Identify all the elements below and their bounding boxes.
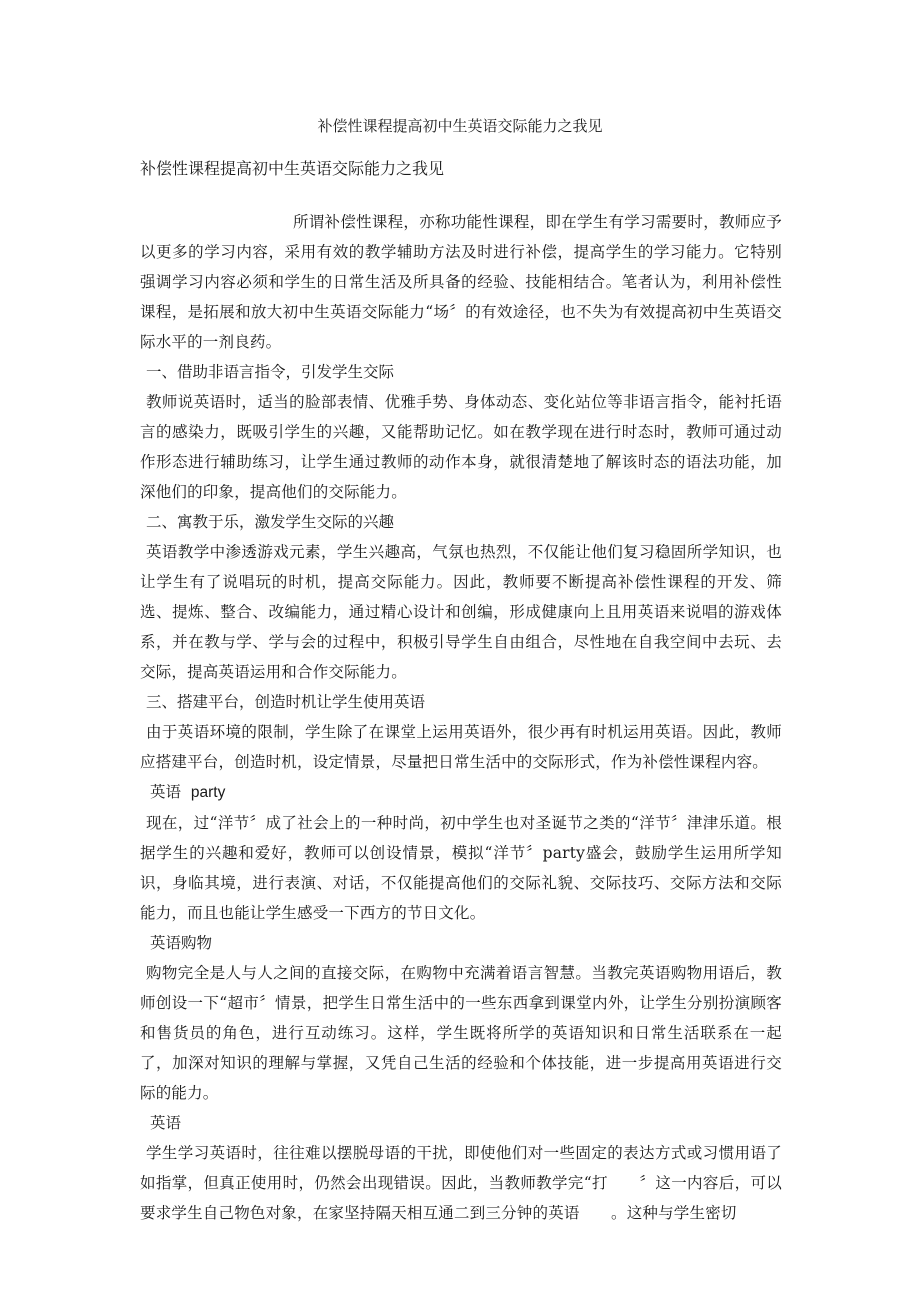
subsection-paragraph-phone: 学生学习英语时，往往难以摆脱母语的干扰，即使他们对一些固定的表达方式或习惯用语了如指掌，但真正使用时，仍然会出现错误。因此，当教师教学完“打 〞这一内容后，可以要求学生自己物色对象，在家坚持隔天相互通二到三分钟的英语 。这种与学生密切 <box>140 1144 782 1222</box>
subsection-heading-phone: 英语 <box>150 1114 182 1132</box>
subsection-heading-party-cn: 英语 <box>150 783 182 801</box>
subsection-heading-shopping: 英语购物 <box>150 934 213 952</box>
document-title: 补偿性课程提高初中生英语交际能力之我见 <box>317 117 603 135</box>
section-heading-3: 三、搭建平台，创造时机让学生使用英语 <box>146 693 426 711</box>
intro-paragraph: 所谓补偿性课程，亦称功能性课程，即在学生有学习需要时，教师应予以更多的学习内容，采用有效的教学辅助方法及时进行补偿，提高学生的学习能力。它特别强调学习内容必须和学生的日常生活及所具备的经验、技能相结合。笔者认为，利用补偿性课程，是拓展和放大初中生英语交际能力“场〞的有效途径，也不失为有效提高初中生英语交际水平的一剂良药。 <box>140 213 782 351</box>
subsection-heading-party-en: party <box>190 784 226 801</box>
subsection-paragraph-party: 现在，过“洋节〞成了社会上的一种时尚，初中学生也对圣诞节之类的“洋节〞津津乐道。根据学生的兴趣和爱好，教师可以创设情景，模拟“洋节〞party盛会，鼓励学生运用所学知识，身临其境，进行表演、对话，不仅能提高他们的交际礼貌、交际技巧、交际方法和交际能力，而且也能让学生感受一下西方的节日文化。 <box>140 814 782 922</box>
subsection-heading-party <box>140 777 782 808</box>
subsection-paragraph-shopping: 购物完全是人与人之间的直接交际，在购物中充满着语言智慧。当教完英语购物用语后，教师创设一下“超市〞情景，把学生日常生活中的一些东西拿到课堂内外，让学生分别扮演顾客和售货员的角色，进行互动练习。这样，学生既将所学的英语知识和日常生活联系在一起了，加深对知识的理解与掌握，又凭自己生活的经验和个体技能，进一步提高用英语进行交际的能力。 <box>140 964 782 1102</box>
section-paragraph-3: 由于英语环境的限制，学生除了在课堂上运用英语外，很少再有时机运用英语。因此，教师应搭建平台，创造时机，设定情景，尽量把日常生活中的交际形式，作为补偿性课程内容。 <box>140 723 782 771</box>
document-body <box>140 207 782 1228</box>
document-subtitle: 补偿性课程提高初中生英语交际能力之我见 <box>140 159 445 178</box>
section-heading-2: 二、寓教于乐，激发学生交际的兴趣 <box>146 513 395 531</box>
section-heading-1: 一、借助非语言指令，引发学生交际 <box>146 363 395 381</box>
section-paragraph-1: 教师说英语时，适当的脸部表情、优雅手势、身体动态、变化站位等非语言指令，能衬托语言的感染力，既吸引学生的兴趣，又能帮助记忆。如在教学现在进行时态时，教师可通过动作形态进行辅助练习，让学生通过教师的动作本身，就很清楚地了解该时态的语法功能，加深他们的印象，提高他们的交际能力。 <box>140 393 782 501</box>
section-paragraph-2: 英语教学中渗透游戏元素，学生兴趣高，气氛也热烈，不仅能让他们复习稳固所学知识，也让学生有了说唱玩的时机，提高交际能力。因此，教师要不断提高补偿性课程的开发、筛选、提炼、整合、改编能力，通过精心设计和创编，形成健康向上且用英语来说唱的游戏体系，并在教与学、学与会的过程中，积极引导学生自由组合，尽性地在自我空间中去玩、去交际，提高英语运用和合作交际能力。 <box>140 543 782 681</box>
